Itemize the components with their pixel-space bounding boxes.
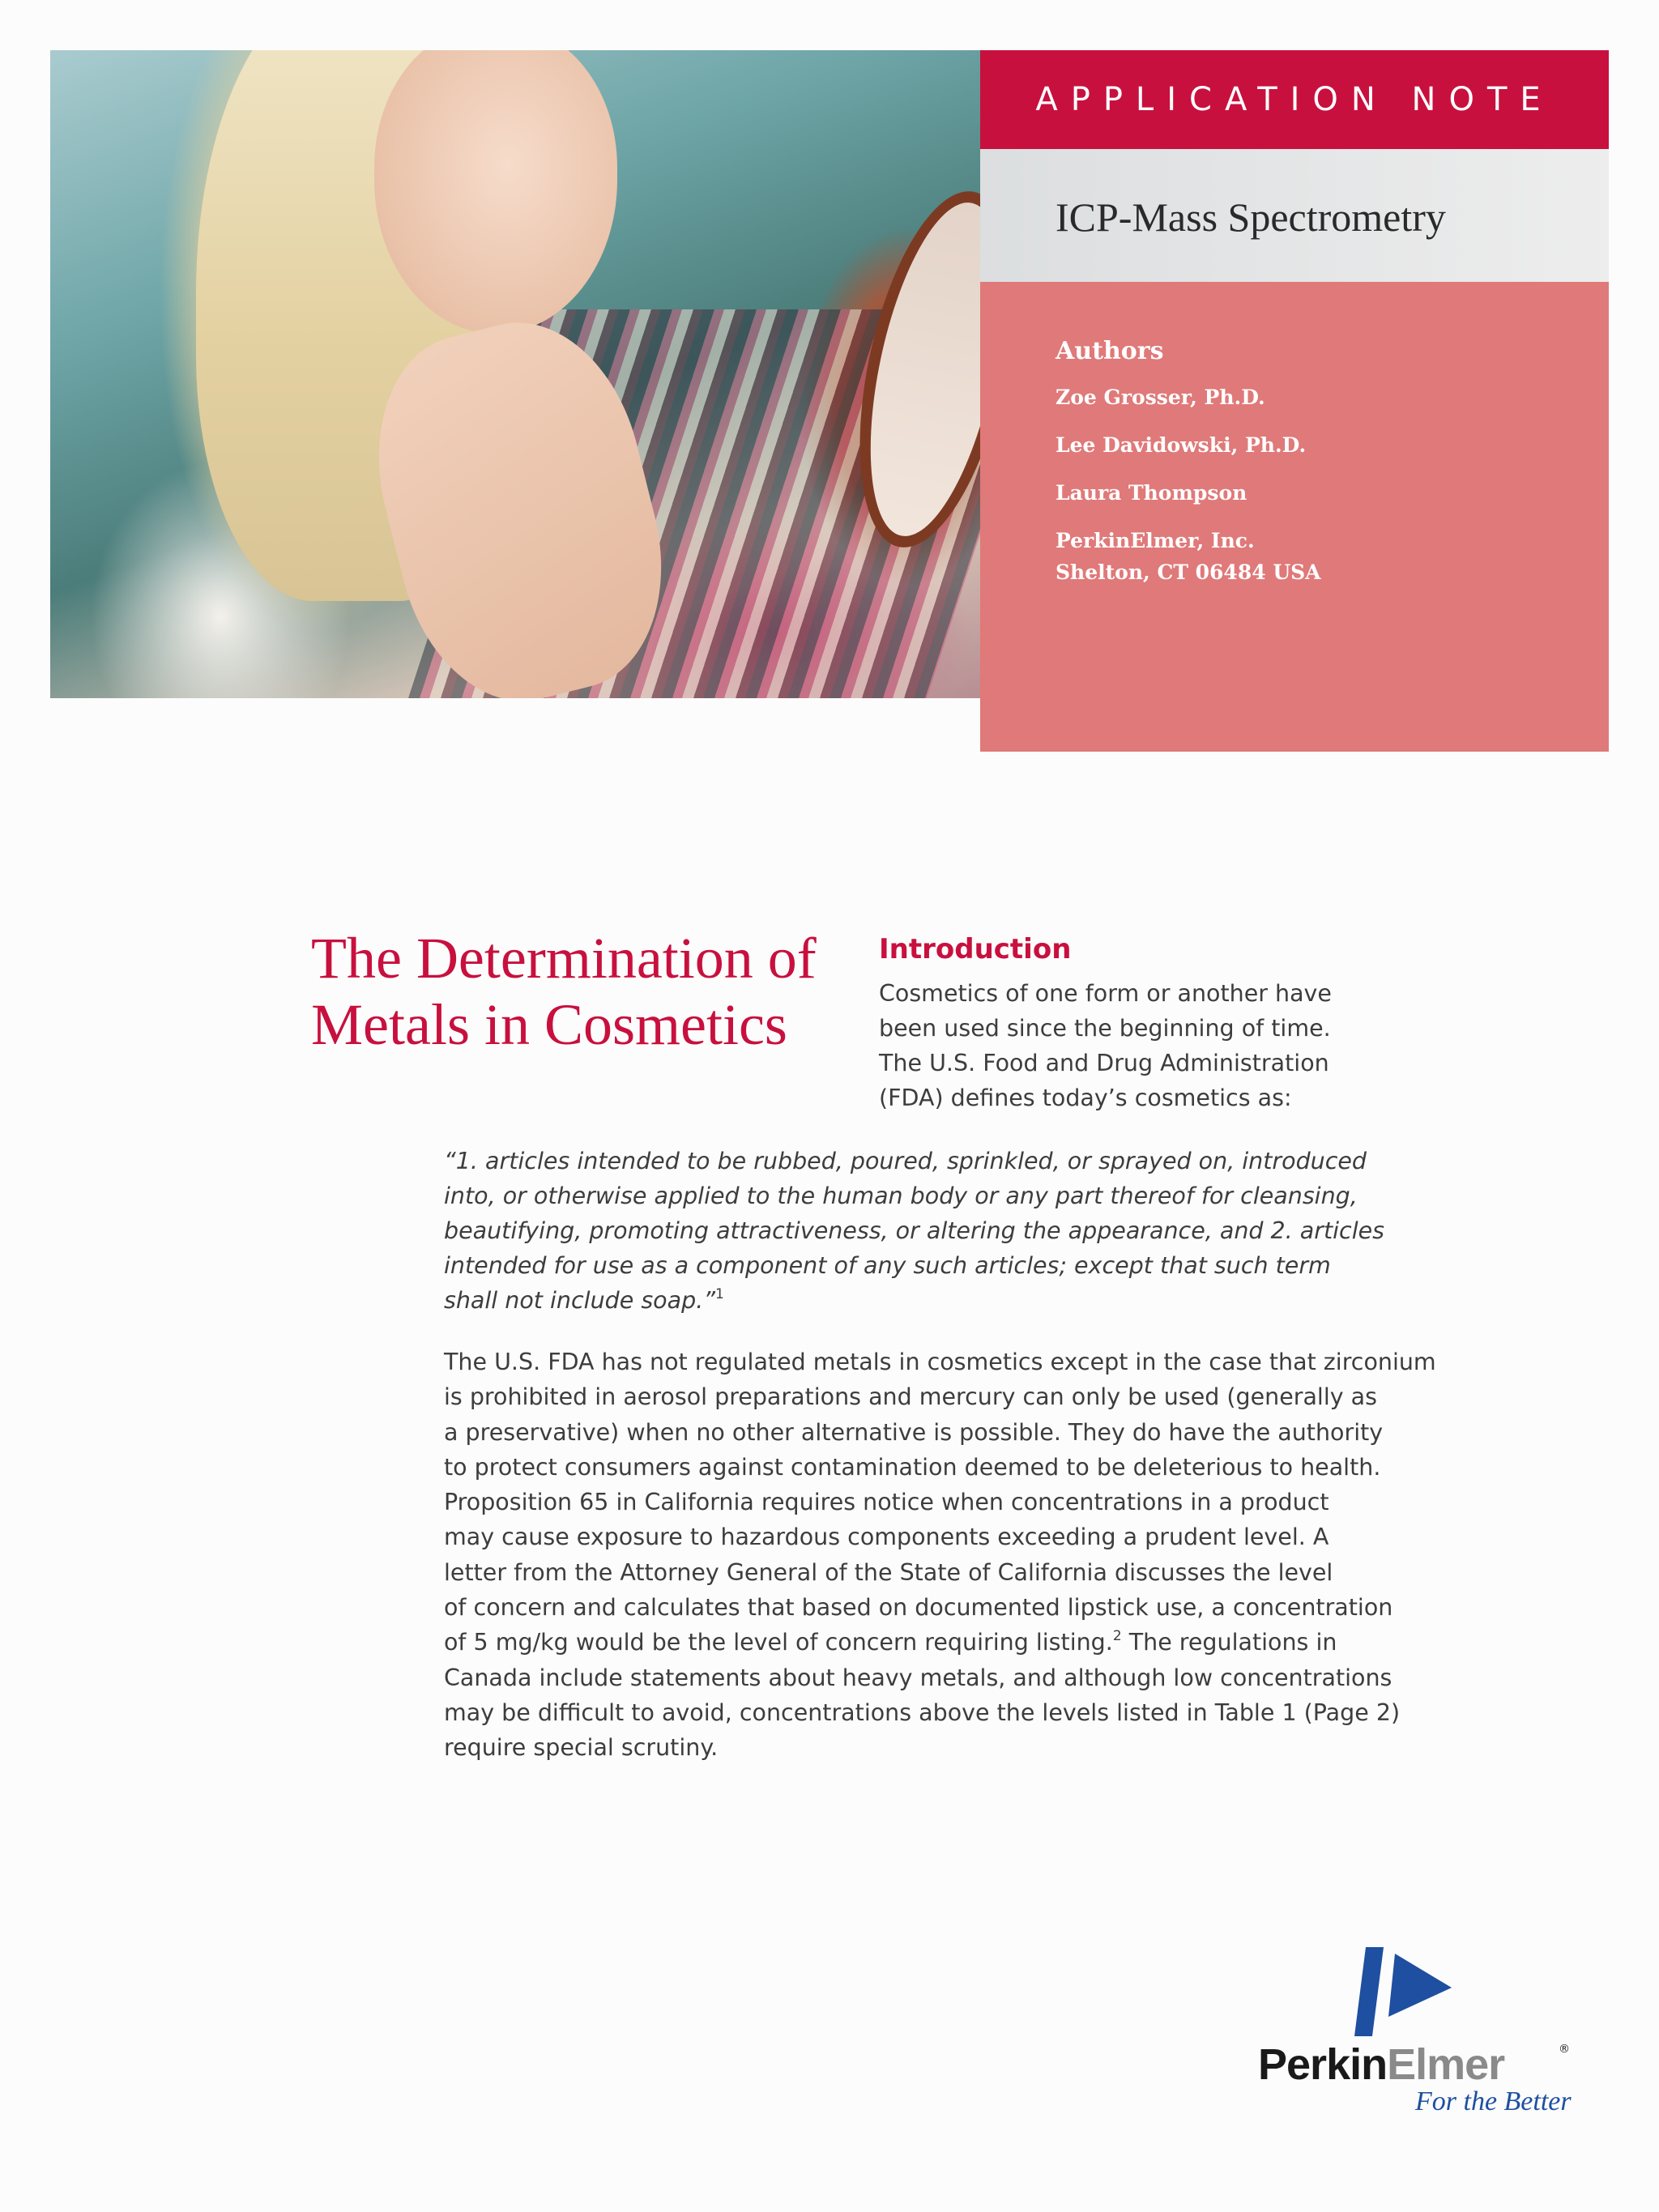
logo-tagline: For the Better [1415, 2086, 1572, 2116]
application-note-banner [980, 50, 1609, 149]
footnote-ref: 1 [715, 1286, 724, 1302]
quote-line: into, or otherwise applied to the human body or any part thereof for cleansing, [444, 1183, 1358, 1209]
registered-mark: ® [1559, 2043, 1570, 2056]
quote-line: beautifying, promoting attractiveness, or altering the appearance, and 2. articles [444, 1217, 1385, 1244]
quote-line: “1. articles intended to be rubbed, poured, sprinkled, or sprayed on, introduced [444, 1148, 1367, 1174]
text-line: Canada include statements about heavy metals, and although low concentrations [444, 1664, 1392, 1691]
author-name: Lee Davidowski, Ph.D. [1056, 433, 1307, 457]
document-title [311, 925, 846, 1058]
fda-definition-quote [444, 1144, 1385, 1318]
technique-band [980, 149, 1609, 282]
quote-line: intended for use as a component of any such articles; except that such term [444, 1252, 1331, 1279]
text-line: of concern and calculates that based on documented lipstick use, a concentration [444, 1594, 1393, 1622]
introduction-paragraph [879, 976, 1365, 1115]
body-paragraph [444, 1345, 1436, 1766]
authors-heading: Authors [1056, 337, 1164, 365]
logo-wordmark: PerkinElmer [1258, 2040, 1505, 2089]
logo-stem [1354, 1947, 1384, 2036]
author-name: Laura Thompson [1056, 481, 1247, 505]
text-line: require special scrutiny. [444, 1734, 719, 1762]
author-name: Zoe Grosser, Ph.D. [1056, 386, 1265, 409]
text-line: a preservative) when no other alternative is possible. They do have the authority [444, 1418, 1384, 1446]
authors-box [980, 282, 1609, 752]
affiliation-company: PerkinElmer, Inc. [1056, 529, 1255, 552]
text-line: is prohibited in aerosol preparations and mercury can only be used (generally as [444, 1383, 1377, 1411]
text-line: (FDA) defines today’s cosmetics as: [879, 1085, 1292, 1111]
text-line: may cause exposure to hazardous components exceeding a prudent level. A [444, 1524, 1329, 1551]
perkinelmer-logo [1247, 1947, 1572, 2117]
text-line: Proposition 65 in California requires notice when concentrations in a product [444, 1489, 1329, 1516]
hero-photo [50, 50, 980, 698]
text-line: The U.S. Food and Drug Administration [879, 1050, 1329, 1076]
perkinelmer-p-mark-icon [1348, 1947, 1453, 2036]
text-line: The U.S. FDA has not regulated metals in cosmetics except in the case that zirconium [444, 1349, 1436, 1375]
text-line: letter from the Attorney General of the State of California discusses the level [444, 1558, 1333, 1586]
affiliation-address: Shelton, CT 06484 USA [1056, 560, 1321, 584]
quote-line: shall not include soap.”$^1$ [444, 1286, 724, 1314]
text-line: Cosmetics of one form or another have [879, 980, 1332, 1007]
footnote-ref: 2 [1112, 1628, 1122, 1645]
application-note-label: APPLICATION NOTE [1035, 81, 1554, 118]
logo-triangle [1388, 1954, 1452, 2017]
text-line: been used since the beginning of time. [879, 1015, 1331, 1042]
text-line: to protect consumers against contamination deemed to be deleterious to health. [444, 1453, 1381, 1481]
technique-title: ICP-Mass Spectrometry [1056, 194, 1446, 240]
text-line: of 5 mg/kg would be the level of concern requiring listing.$^2$ The regulations in [444, 1628, 1337, 1656]
title-line: The Determination of [311, 926, 817, 991]
introduction-heading: Introduction [879, 933, 1072, 965]
title-line: Metals in Cosmetics [311, 992, 787, 1057]
text-line: may be difficult to avoid, concentrations above the levels listed in Table 1 (Page 2) [444, 1698, 1401, 1726]
